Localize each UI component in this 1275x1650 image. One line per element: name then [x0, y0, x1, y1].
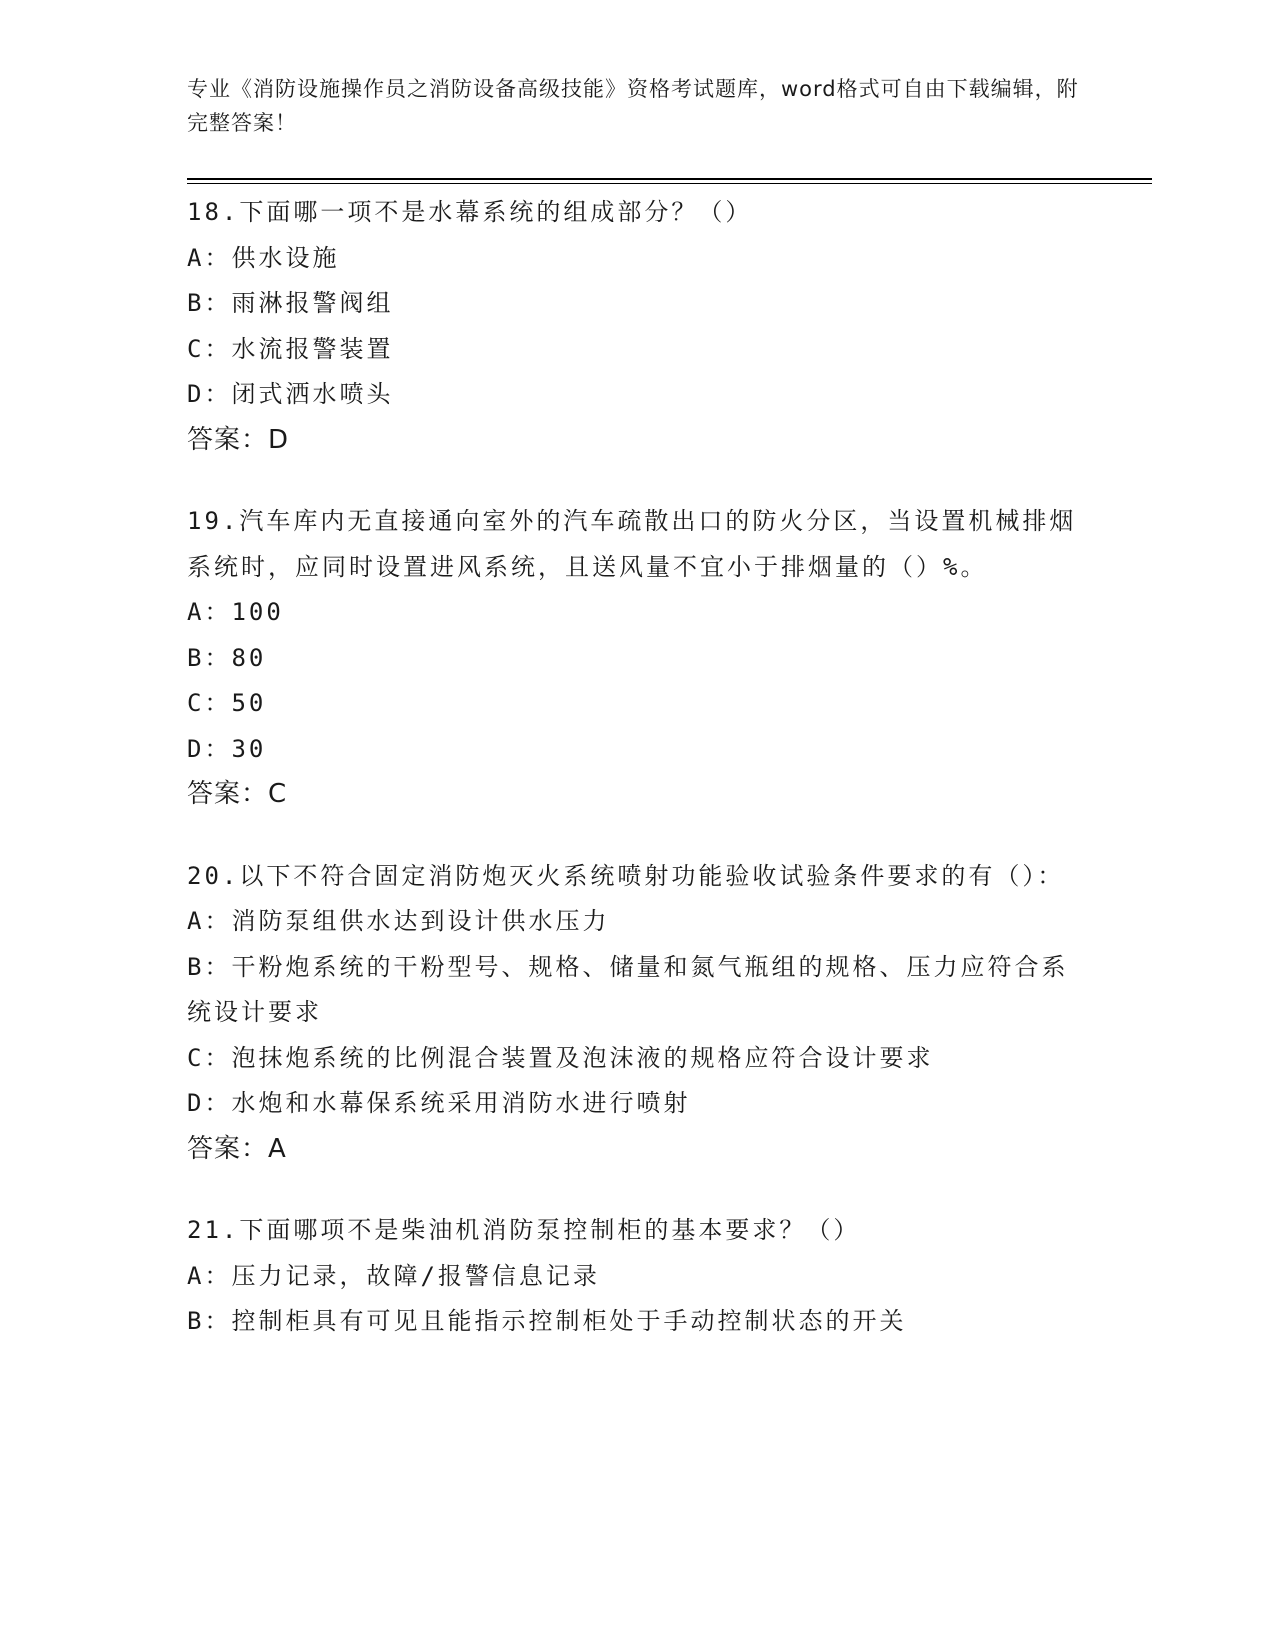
header-divider-thick: [187, 178, 1152, 180]
answer-line: 答案：D: [187, 424, 290, 455]
question-stem: 19.汽车库内无直接通向室外的汽车疏散出口的防火分区，当设置机械排烟系统时，应同时设置进风系统，且送风量不宜小于排烟量的（）%。: [187, 507, 1077, 581]
option-a: A：压力记录，故障/报警信息记录: [187, 1261, 600, 1290]
question-20: [187, 854, 1077, 1173]
option-d: D：闭式洒水喷头: [187, 380, 394, 408]
option-c: C：泡抹炮系统的比例混合装置及泡沫液的规格应符合设计要求: [187, 1043, 934, 1072]
option-b: B：干粉炮系统的干粉型号、规格、储量和氮气瓶组的规格、压力应符合系统设计要求: [187, 952, 1069, 1026]
question-21: [187, 1208, 1077, 1345]
question-stem: 18.下面哪一项不是水幕系统的组成部分？（）: [187, 198, 753, 226]
question-stem: 20.以下不符合固定消防炮灭火系统喷射功能验收试验条件要求的有（）：: [187, 861, 1065, 890]
option-c: C：水流报警装置: [187, 334, 394, 363]
option-a: A：消防泵组供水达到设计供水压力: [187, 907, 610, 935]
question-list: [187, 190, 1077, 1381]
document-header: 专业《消防设施操作员之消防设备高级技能》资格考试题库，word格式可自由下载编辑，附完整答案！: [187, 77, 1079, 135]
option-d: D：30: [187, 734, 267, 763]
answer-line: 答案：C: [187, 779, 288, 809]
option-b: B：雨淋报警阀组: [187, 289, 394, 317]
option-a: A：供水设施: [187, 243, 340, 272]
question-stem: 21.下面哪项不是柴油机消防泵控制柜的基本要求？（）: [187, 1216, 861, 1244]
question-19: [187, 499, 1077, 818]
answer-line: 答案：A: [187, 1133, 287, 1164]
option-d: D：水炮和水幕保系统采用消防水进行喷射: [187, 1089, 691, 1117]
option-b: B：控制柜具有可见且能指示控制柜处于手动控制状态的开关: [187, 1307, 907, 1335]
option-b: B：80: [187, 643, 267, 672]
option-c: C：50: [187, 689, 267, 717]
question-18: [187, 190, 1077, 463]
header-divider-thin: [187, 183, 1152, 184]
option-a: A：100: [187, 598, 284, 626]
